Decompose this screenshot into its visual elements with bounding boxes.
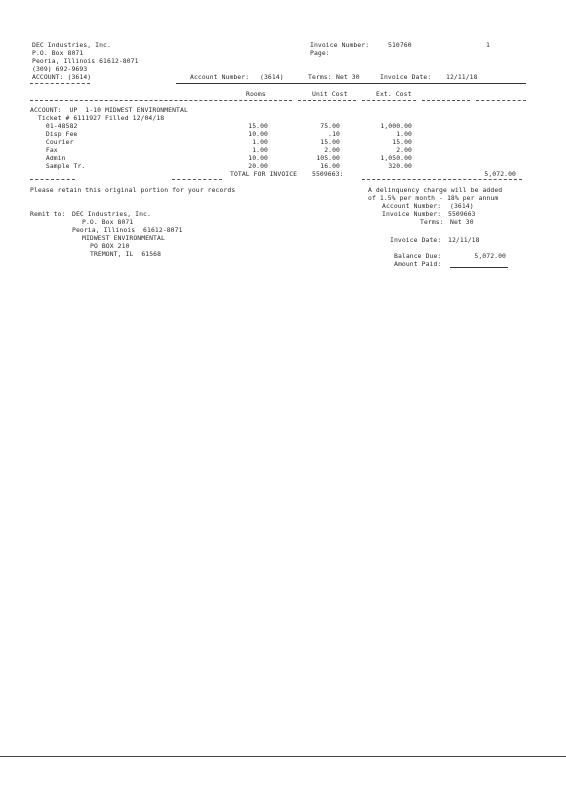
- ticket-line: Ticket # 6111927 Filled 12/04/18: [30, 114, 165, 122]
- customer-box: PO BOX 210: [90, 242, 130, 250]
- invoice-number-value: 510760: [388, 41, 412, 49]
- item-unit: 105.00: [316, 154, 340, 162]
- item-name: Disp Fee: [38, 130, 78, 138]
- item-qty: 1.00: [252, 146, 268, 154]
- item-name: Courier: [38, 138, 74, 146]
- item-qty: 20.00: [248, 162, 268, 170]
- divider: [422, 100, 470, 101]
- stub-account-number-label: Account Number:: [382, 202, 442, 210]
- total-amount: 5,072.00: [484, 170, 516, 178]
- invoice-date-value: 12/11/18: [446, 73, 478, 81]
- stub-invoice-number-value: 5509663: [448, 210, 476, 218]
- vendor-account: ACCOUNT: (3614): [32, 73, 92, 81]
- item-name: Admin: [38, 154, 66, 162]
- terms-value: Net 30: [336, 73, 360, 81]
- item-qty: 10.00: [248, 154, 268, 162]
- page-number: 1: [486, 41, 490, 49]
- item-ext: 2.00: [396, 146, 412, 154]
- page-label: Page:: [310, 49, 330, 57]
- customer-name: MIDWEST ENVIRONMENTAL: [82, 234, 165, 242]
- delinquency-line-1: A delinquency charge will be added: [368, 186, 503, 194]
- vendor-address: P.O. Box 8071: [32, 49, 84, 57]
- item-name: 01-48582: [38, 122, 78, 130]
- amount-paid-field[interactable]: [450, 267, 508, 268]
- divider: [476, 100, 526, 101]
- item-name: Sample Tr.: [38, 162, 86, 170]
- item-unit: 75.00: [320, 122, 340, 130]
- item-qty: 10.00: [248, 130, 268, 138]
- divider: [30, 83, 90, 84]
- remit-name: DEC Industries, Inc.: [72, 210, 151, 218]
- invoice-date-label: Invoice Date:: [380, 73, 432, 81]
- divider: [172, 179, 222, 180]
- total-invoice-number: 5509663:: [312, 170, 344, 178]
- item-ext: 1,050.00: [380, 154, 412, 162]
- account-number-label: Account Number:: [190, 73, 250, 81]
- page-bottom-rule: [0, 756, 566, 757]
- account-number-value: (3614): [260, 73, 284, 81]
- invoice-number-label: Invoice Number:: [310, 41, 370, 49]
- retain-note: Please retain this original portion for your records: [30, 186, 236, 194]
- item-ext: 1.00: [396, 130, 412, 138]
- divider: [298, 100, 356, 101]
- item-qty: 1.00: [252, 138, 268, 146]
- item-ext: 320.00: [388, 162, 412, 170]
- account-line: ACCOUNT: UP 1-10 MIDWEST ENVIRONMENTAL: [30, 106, 188, 114]
- item-unit: 2.00: [324, 146, 340, 154]
- delinquency-line-2: of 1.5% per month - 18% per annum: [368, 194, 499, 202]
- balance-due-value: 5,072.00: [474, 252, 506, 260]
- terms-label: Terms:: [308, 73, 332, 81]
- stub-invoice-date-value: 12/11/18: [448, 236, 480, 244]
- stub-terms-value: Net 30: [450, 218, 474, 226]
- divider: [176, 83, 526, 84]
- remit-box: P.O. Box 8071: [82, 218, 134, 226]
- item-qty: 15.00: [248, 122, 268, 130]
- vendor-name: DEC Industries, Inc.: [32, 41, 111, 49]
- divider: [30, 179, 75, 180]
- divider: [362, 100, 416, 101]
- item-ext: 1,000.00: [380, 122, 412, 130]
- stub-account-number-value: (3614): [450, 202, 474, 210]
- divider: [362, 179, 522, 180]
- vendor-phone: (309) 692-9693: [32, 65, 88, 73]
- remit-city: Peoria, Illinois 61612-8071: [72, 226, 183, 234]
- total-label: TOTAL FOR INVOICE: [230, 170, 298, 178]
- divider: [30, 100, 292, 101]
- stub-terms-label: Terms:: [420, 218, 444, 226]
- item-unit: .10: [328, 130, 340, 138]
- col-header-ext-cost: Ext. Cost: [376, 90, 412, 98]
- stub-invoice-date-label: Invoice Date:: [390, 236, 442, 244]
- item-unit: 16.00: [320, 162, 340, 170]
- item-name: Fax: [38, 146, 58, 154]
- amount-paid-label: Amount Paid:: [394, 260, 442, 268]
- stub-invoice-number-label: Invoice Number:: [382, 210, 442, 218]
- balance-due-label: Balance Due:: [394, 252, 442, 260]
- item-unit: 15.00: [320, 138, 340, 146]
- col-header-unit-cost: Unit Cost: [312, 90, 348, 98]
- remit-label: Remit to:: [30, 210, 66, 218]
- item-ext: 15.00: [392, 138, 412, 146]
- col-header-rooms: Rooms: [246, 90, 266, 98]
- vendor-city: Peoria, Illinois 61612-8071: [32, 57, 139, 65]
- customer-city: TREMONT, IL 61568: [90, 250, 162, 258]
